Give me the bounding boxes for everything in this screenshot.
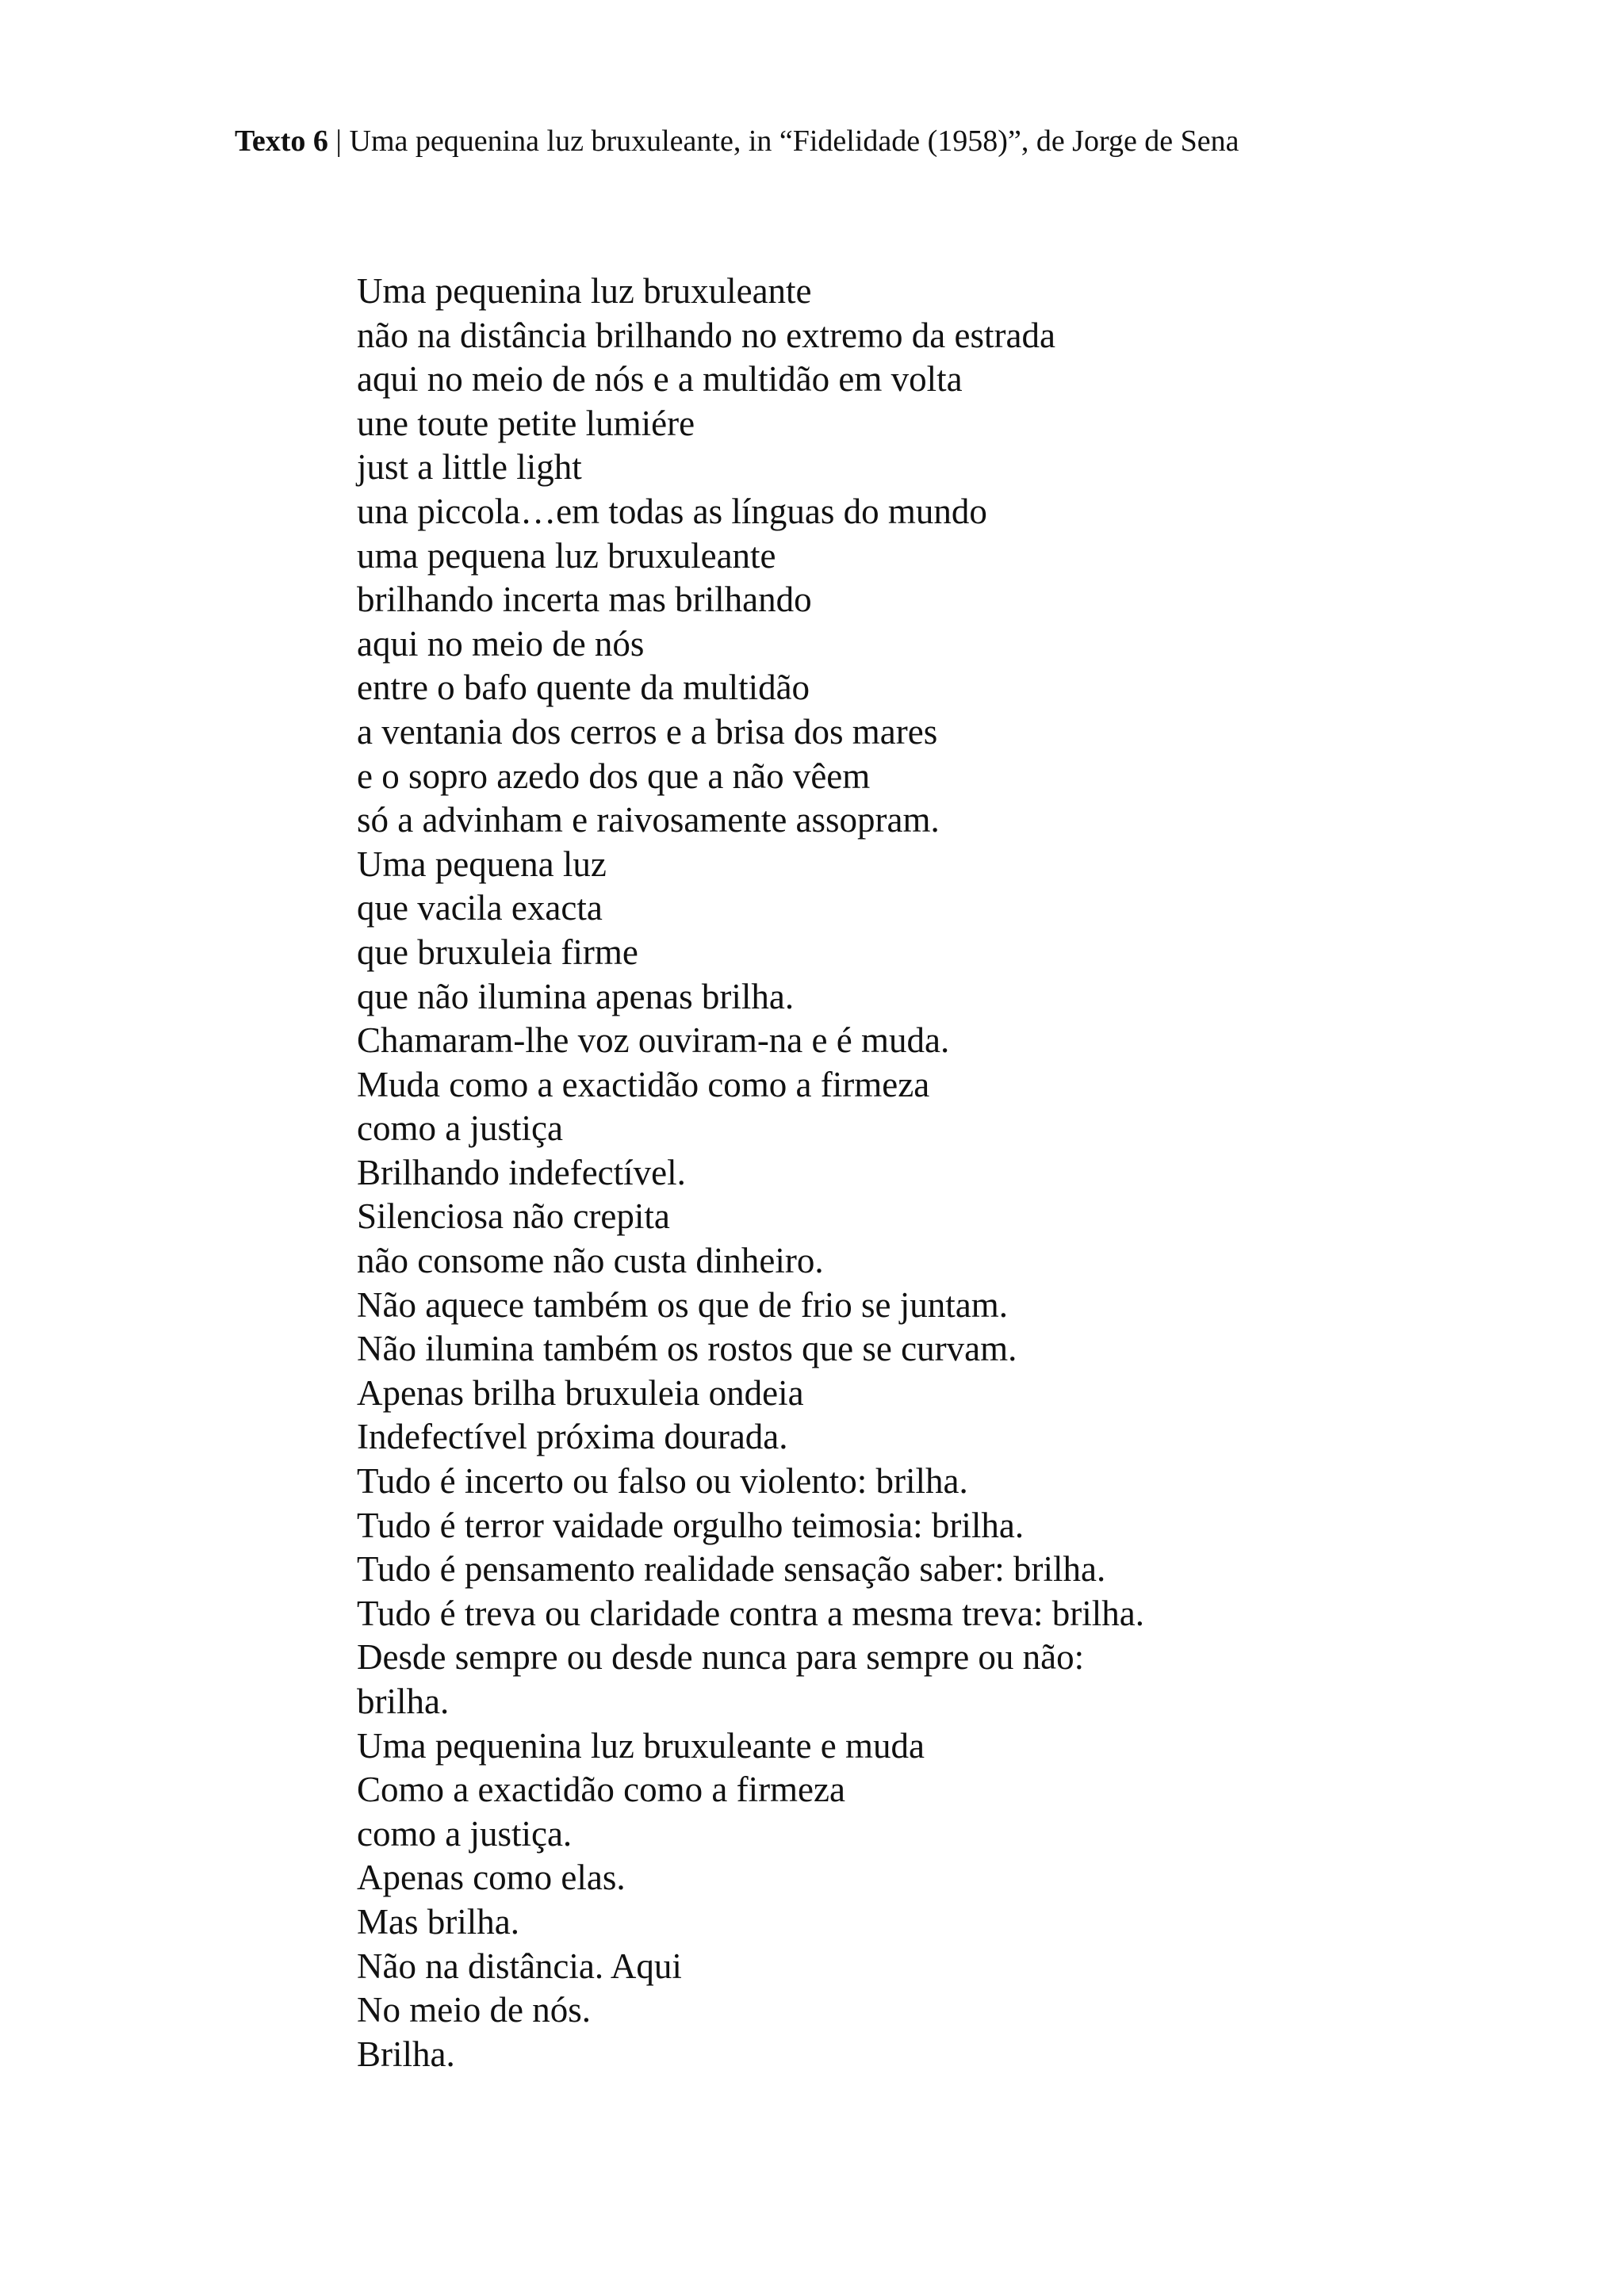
poem-line: une toute petite lumiére <box>357 403 695 443</box>
poem-body <box>357 270 1144 2076</box>
poem-line: Uma pequenina luz bruxuleante <box>357 271 812 311</box>
text-number-label: Texto 6 <box>235 124 328 158</box>
poem-line: Não na distância. Aqui <box>357 1946 682 1986</box>
poem-line: Muda como a exactidão como a firmeza <box>357 1064 930 1104</box>
poem-line: não consome não custa dinheiro. <box>357 1241 824 1281</box>
poem-line: que bruxuleia firme <box>357 932 638 972</box>
poem-line: Silenciosa não crepita <box>357 1196 670 1237</box>
poem-line: que não ilumina apenas brilha. <box>357 976 795 1016</box>
poem-line: aqui no meio de nós e a multidão em volta <box>357 359 963 400</box>
poem-line: Não aquece também os que de frio se juntam. <box>357 1284 1008 1325</box>
poem-line: uma pequena luz bruxuleante <box>357 535 776 576</box>
poem-line: Uma pequenina luz bruxuleante e muda <box>357 1725 925 1766</box>
poem-line: Brilha. <box>357 2034 455 2074</box>
poem-line: só a advinham e raivosamente assopram. <box>357 800 940 840</box>
poem-line: brilhando incerta mas brilhando <box>357 580 812 620</box>
poem-line: aqui no meio de nós <box>357 623 645 664</box>
poem-line: que vacila exacta <box>357 888 603 928</box>
poem-line: a ventania dos cerros e a brisa dos mares <box>357 711 938 752</box>
poem-line: Tudo é treva ou claridade contra a mesma treva: brilha. <box>357 1593 1144 1633</box>
poem-line: entre o bafo quente da multidão <box>357 668 810 708</box>
poem-line: Chamaram-lhe voz ouviram-na e é muda. <box>357 1020 950 1061</box>
poem-line: just a little light <box>357 447 582 488</box>
header-title: Uma pequenina luz bruxuleante, in “Fidelidade (1958)”, de Jorge de Sena <box>349 124 1239 158</box>
document-header <box>235 122 1239 160</box>
poem-line: Apenas brilha bruxuleia ondeia <box>357 1372 804 1413</box>
poem-line: Apenas como elas. <box>357 1858 626 1898</box>
poem-line: Tudo é incerto ou falso ou violento: brilha. <box>357 1461 968 1502</box>
header-separator: | <box>327 124 350 158</box>
poem-line: Desde sempre ou desde nunca para sempre ou não: <box>357 1637 1085 1678</box>
poem-line: Brilhando indefectível. <box>357 1152 686 1192</box>
poem-line: e o sopro azedo dos que a não vêem <box>357 756 871 796</box>
poem-line: brilha. <box>357 1682 450 1721</box>
poem-line: Uma pequena luz <box>357 844 607 884</box>
poem-line: No meio de nós. <box>357 1990 591 2030</box>
poem-line: Indefectível próxima dourada. <box>357 1417 788 1457</box>
poem-line: Mas brilha. <box>357 1901 519 1942</box>
poem-line: Tudo é terror vaidade orgulho teimosia: brilha. <box>357 1505 1025 1545</box>
poem-line: una piccola…em todas as línguas do mundo <box>357 491 987 531</box>
poem-line: não na distância brilhando no extremo da estrada <box>357 315 1055 355</box>
poem-line: como a justiça. <box>357 1813 573 1854</box>
poem-line: Como a exactidão como a firmeza <box>357 1770 845 1810</box>
poem-line: como a justiça <box>357 1108 563 1149</box>
poem-line: Não ilumina também os rostos que se curvam. <box>357 1329 1017 1369</box>
poem-line: Tudo é pensamento realidade sensação saber: brilha. <box>357 1549 1106 1590</box>
